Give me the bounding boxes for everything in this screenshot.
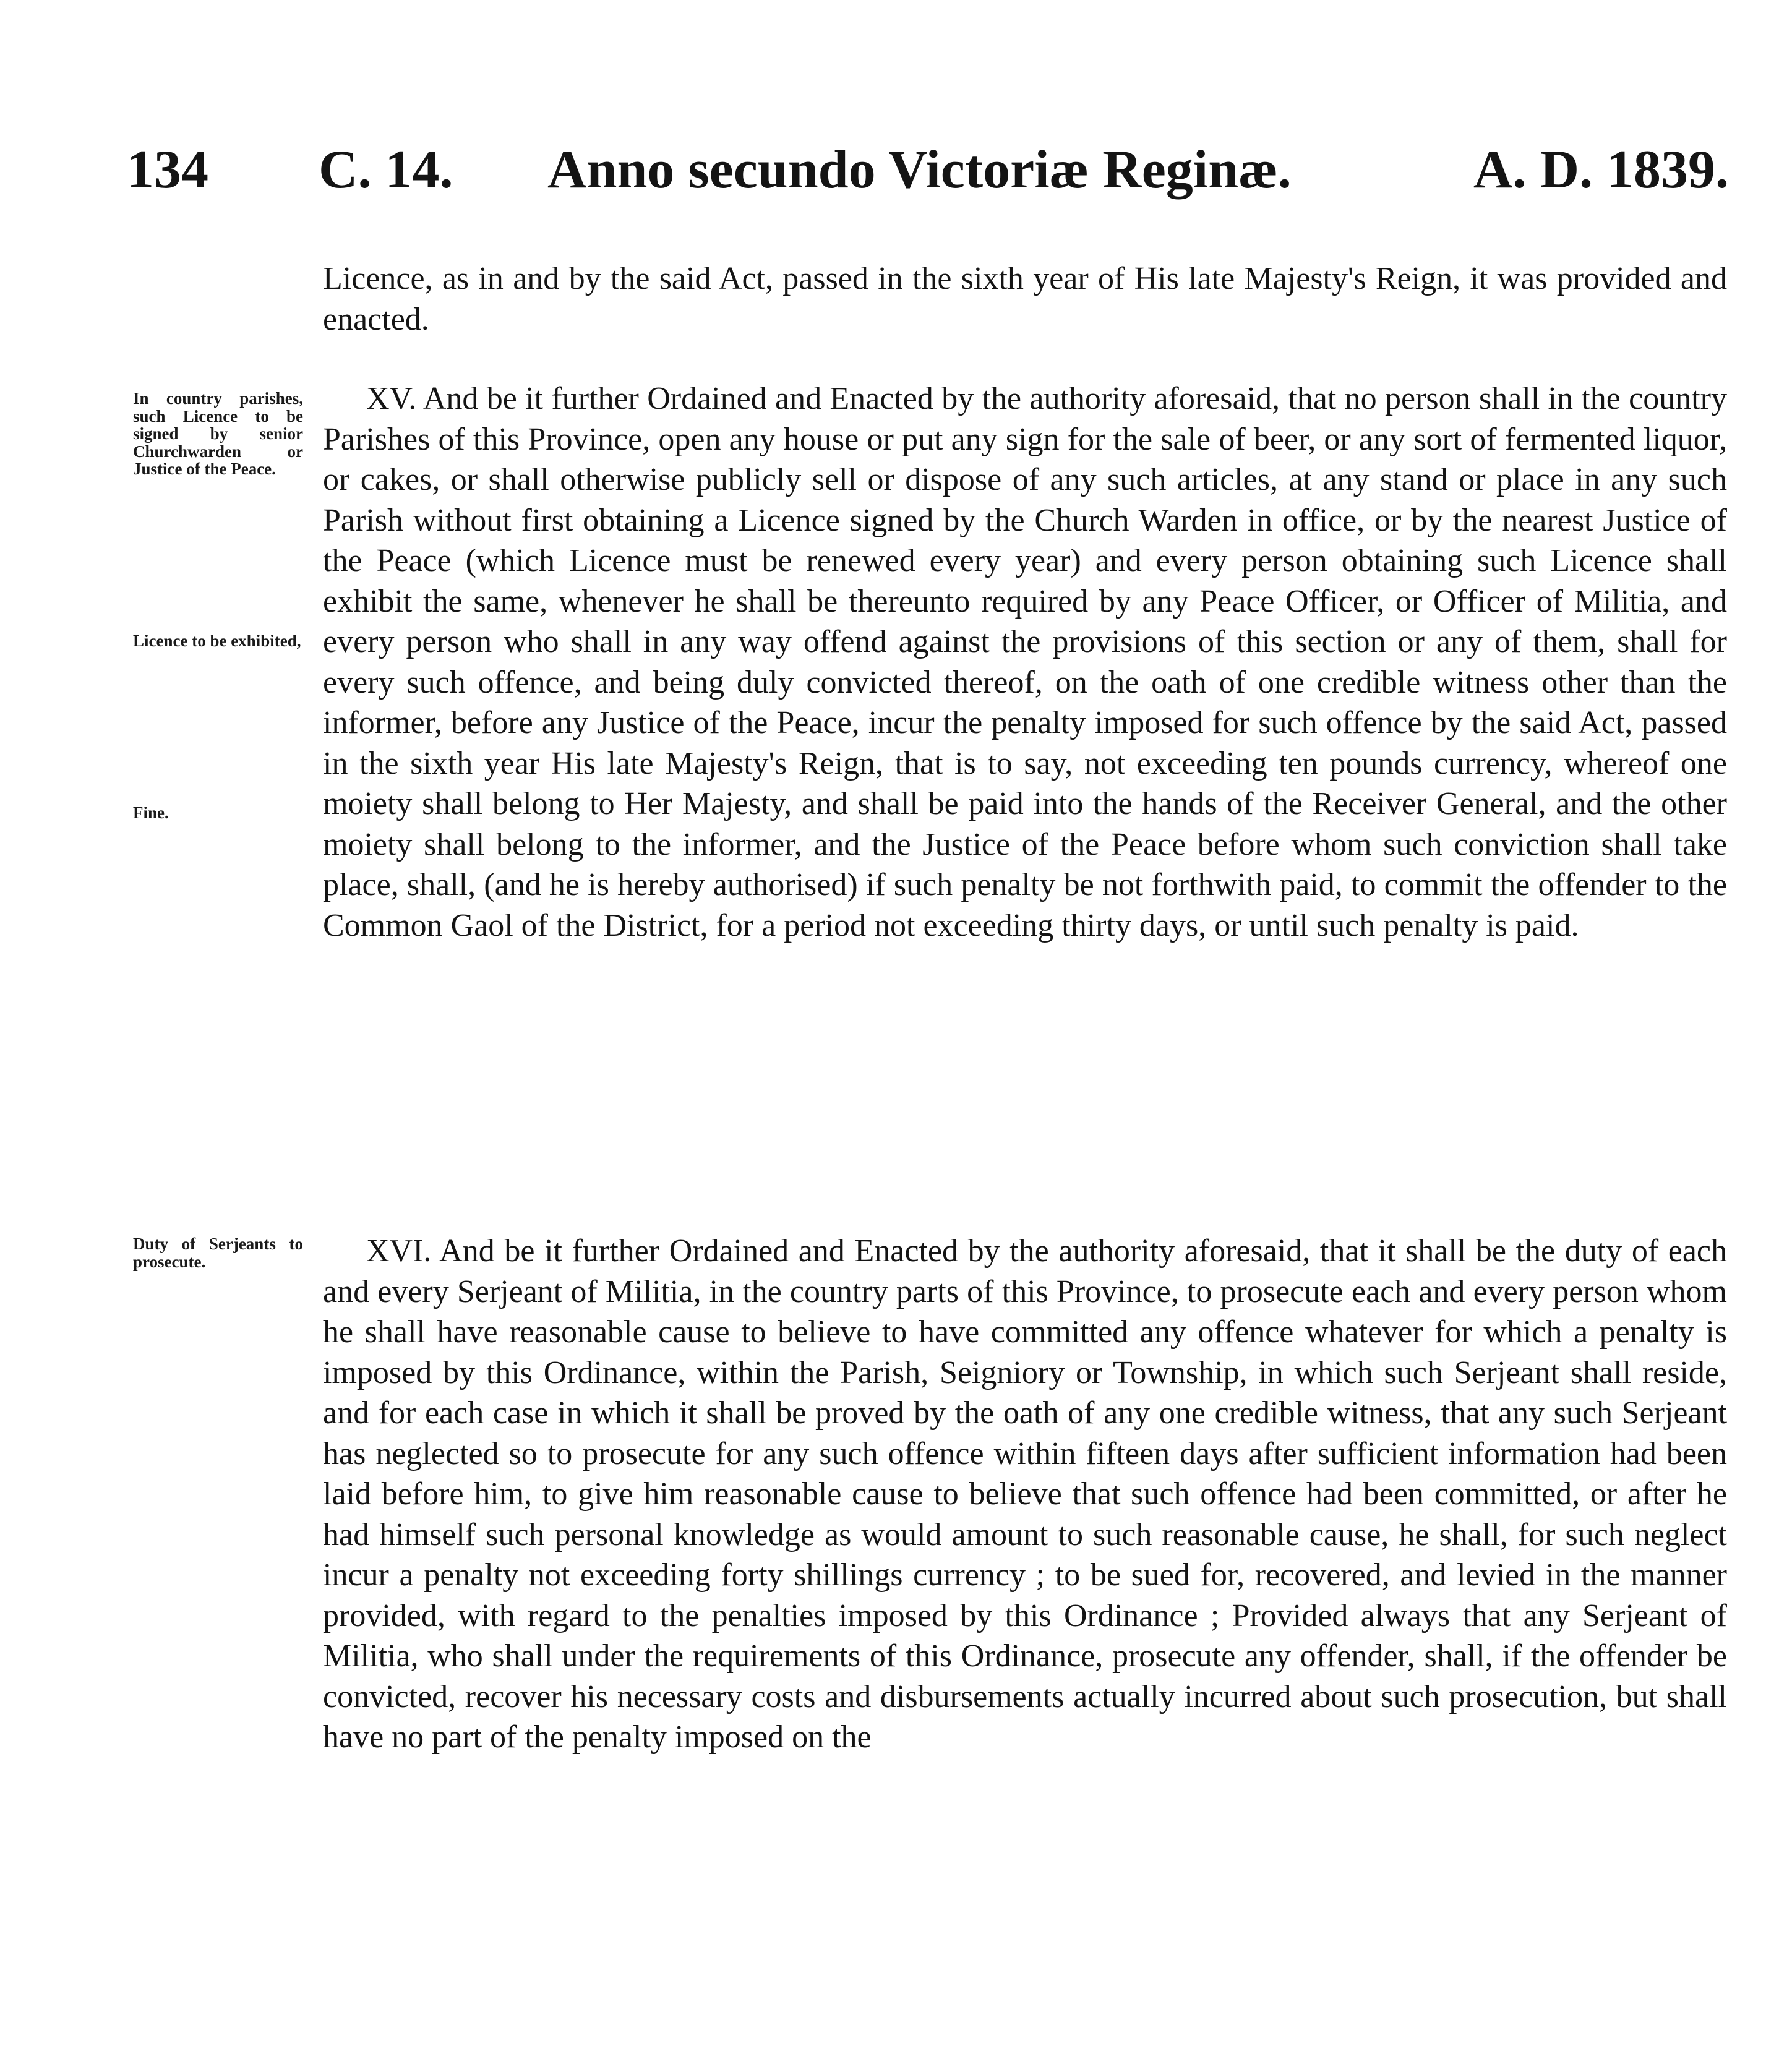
section-xvi	[323, 1231, 1727, 1758]
page-header	[127, 133, 1729, 207]
opening-text: Licence, as in and by the said Act, passed in the sixth year of His late Majesty's Reign, it was provided and enacted.	[323, 261, 1727, 337]
marginal-note-duty-serjeants: Duty of Serjeants to prosecute.	[133, 1235, 303, 1271]
section-xvi-text: XVI. And be it further Ordained and Enacted by the authority aforesaid, that it shall be the duty of each and every Serjeant of Militia, in the country parts of this Province, to prosecute each and every person whom he shall have reasonable cause to believe to have committed any offence whatever for which a penalty is imposed by this Ordinance, within the Parish, Seigniory or Township, in which such Serjeant shall reside, and for each case in which it shall be proved by the oath of any one credible witness, that any such Serjeant has neglected so to prosecute for any such offence within fifteen days after sufficient information had been laid before him, to give him reasonable cause to believe that such offence had been committed, or after he had himself such personal knowledge as would amount to such reasonable cause, he shall, for such neglect incur a penalty not exceeding forty shillings currency ; to be sued for, recovered, and levied in the manner provided, with regard to the penalties imposed by this Ordinance ; Provided always that any Serjeant of Militia, who shall under the requirements of this Ordinance, prosecute any offender, shall, if the offender be convicted, recover his necessary costs and disbursements actually incurred about such prosecution, but shall have no part of the penalty imposed on the	[323, 1233, 1727, 1755]
chapter-number: C. 14.	[319, 140, 453, 200]
marginal-note-licence-exhibited: Licence to be exhibited,	[133, 631, 301, 650]
year-label: A. D. 1839.	[1473, 140, 1729, 200]
section-xv	[323, 379, 1727, 946]
opening-paragraph	[323, 259, 1727, 340]
running-title: Anno secundo Victoriæ Reginæ.	[547, 140, 1292, 200]
marginal-note-licence-signed: In country parishes, such Licence to be signed by senior Churchwarden or Justice of the Peace.	[133, 389, 303, 478]
section-xv-text: XV. And be it further Ordained and Enacted by the authority aforesaid, that no person shall in the country Parishes of this Province, open any house or put any sign for the sale of beer, or any sort of fermented liquor, or cakes, or shall otherwise publicly sell or dispose of any such articles, at any stand or place in any such Parish without first obtaining a Licence signed by the Church Warden in office, or by the nearest Justice of the Peace (which Licence must be renewed every year) and every person obtaining such Licence shall exhibit the same, whenever he shall be thereunto required by any Peace Officer, or Officer of Militia, and every person who shall in any way offend against the provisions of this section or any of them, shall for every such offence, and being duly convicted thereof, on the oath of one credible witness other than the informer, before any Justice of the Peace, incur the penalty imposed for such offence by the said Act, passed in the sixth year His late Majesty's Reign, that is to say, not exceeding ten pounds currency, whereof one moiety shall belong to Her Majesty, and shall be paid into the hands of the Receiver General, and the other moiety shall belong to the informer, and the Justice of the Peace before whom such conviction shall take place, shall, (and he is hereby authorised) if such penalty be not forthwith paid, to commit the offender to the Common Gaol of the District, for a period not exceeding thirty days, or until such penalty is paid.	[323, 381, 1727, 943]
marginal-note-fine: Fine.	[133, 803, 169, 822]
page-number: 134	[127, 140, 208, 200]
